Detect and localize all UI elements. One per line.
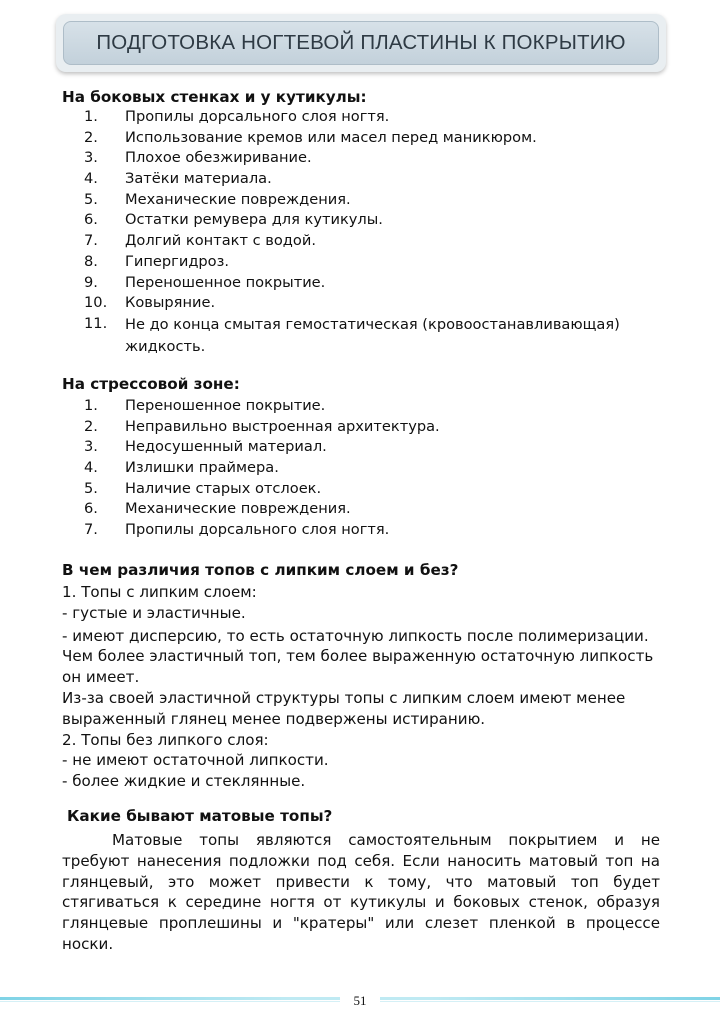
section3-body — [62, 582, 658, 792]
list-item-number: 4. — [84, 459, 98, 477]
list-item-number: 2. — [84, 128, 98, 146]
list-item-text: Механические повреждения. — [125, 190, 351, 208]
list-item-number: 3. — [84, 438, 98, 456]
list-item-number: 1. — [84, 108, 98, 125]
section3-line: - не имеют остаточной липкости. — [62, 751, 329, 770]
list-item-text: Гипергидроз. — [125, 252, 230, 270]
list-item-text: Долгий контакт с водой. — [125, 232, 316, 250]
section3-line: Из-за своей эластичной структуры топы с липким слоем имеют менее выраженный глянец менее подвержены истиранию. — [62, 688, 626, 728]
section1-heading: На боковых стенках и у кутикулы: — [62, 88, 367, 106]
title-banner — [56, 14, 666, 72]
list-item-number: 3. — [84, 149, 98, 167]
section4-heading: Какие бывают матовые топы? — [67, 807, 333, 825]
list-item-text: Наличие старых отслоек. — [125, 479, 322, 497]
section4-paragraph: Матовые топы являются самостоятельным покрытием и не требуют нанесения подложки под себя. Если наносить матовый топ на глянцевый, это может привести к тому, что матовый топ будет стягиваться к середине ногтя от кутикулы и боковых стенок, образуя глянцевые проплешины и "кратеры" или слезет пленкой в процессе носки. — [62, 831, 660, 953]
list-item-number: 6. — [84, 500, 98, 518]
section3-heading: В чем различия топов с липким слоем и без? — [62, 561, 459, 579]
page-number: 51 — [340, 993, 380, 1009]
list-item-text: Ковыряние. — [125, 294, 216, 312]
list-item-text: Неправильно выстроенная архитектура. — [125, 417, 440, 435]
list-item-text: Пропилы дорсального слоя ногтя. — [125, 108, 390, 125]
list-item-number: 1. — [84, 397, 98, 414]
list-item-number: 6. — [84, 211, 98, 229]
list-item-text: Не до конца смытая гемостатическая (кровоостанавливающая) жидкость. — [125, 315, 620, 355]
list-item-number: 9. — [84, 273, 98, 291]
list-item-number: 5. — [84, 479, 98, 497]
list-item-text: Пропилы дорсального слоя ногтя. — [125, 521, 390, 539]
section2-heading: На стрессовой зоне: — [62, 375, 240, 393]
page-title: ПОДГОТОВКА НОГТЕВОЙ ПЛАСТИНЫ К ПОКРЫТИЮ — [96, 31, 626, 54]
section3-line: 1. Топы с липким слоем: — [62, 583, 257, 601]
section3-line: - имеют дисперсию, то есть остаточную липкость после полимеризации. Чем более эластичный топ, тем более выраженную остаточную липкость он имеет. — [62, 626, 654, 687]
list-item-number: 4. — [84, 170, 98, 188]
list-item-text: Плохое обезжиривание. — [125, 149, 312, 167]
list-item-text: Переношенное покрытие. — [125, 273, 326, 291]
list-item-text: Излишки праймера. — [125, 459, 279, 477]
list-item-number: 8. — [84, 252, 98, 270]
list-item-number: 2. — [84, 417, 98, 435]
list-item-text: Использование кремов или масел перед маникюром. — [125, 128, 537, 146]
list-item-text: Механические повреждения. — [125, 500, 351, 518]
list-item-text: Переношенное покрытие. — [125, 397, 326, 414]
list-item-number: 7. — [84, 232, 98, 250]
list-item-text: Затёки материала. — [125, 170, 272, 188]
list-item-number: 11. — [84, 314, 108, 332]
section3-line: 2. Топы без липкого слоя: — [62, 730, 269, 749]
list-item-number: 7. — [84, 521, 98, 539]
list-item-number: 10. — [84, 294, 108, 312]
title-banner-inner — [63, 21, 659, 65]
list-item-number: 5. — [84, 190, 98, 208]
section3-line: - более жидкие и стеклянные. — [62, 772, 306, 791]
section3-line: - густые и эластичные. — [62, 603, 246, 622]
list-item-text: Остатки ремувера для кутикулы. — [125, 211, 383, 229]
list-item-text: Недосушенный материал. — [125, 438, 327, 456]
